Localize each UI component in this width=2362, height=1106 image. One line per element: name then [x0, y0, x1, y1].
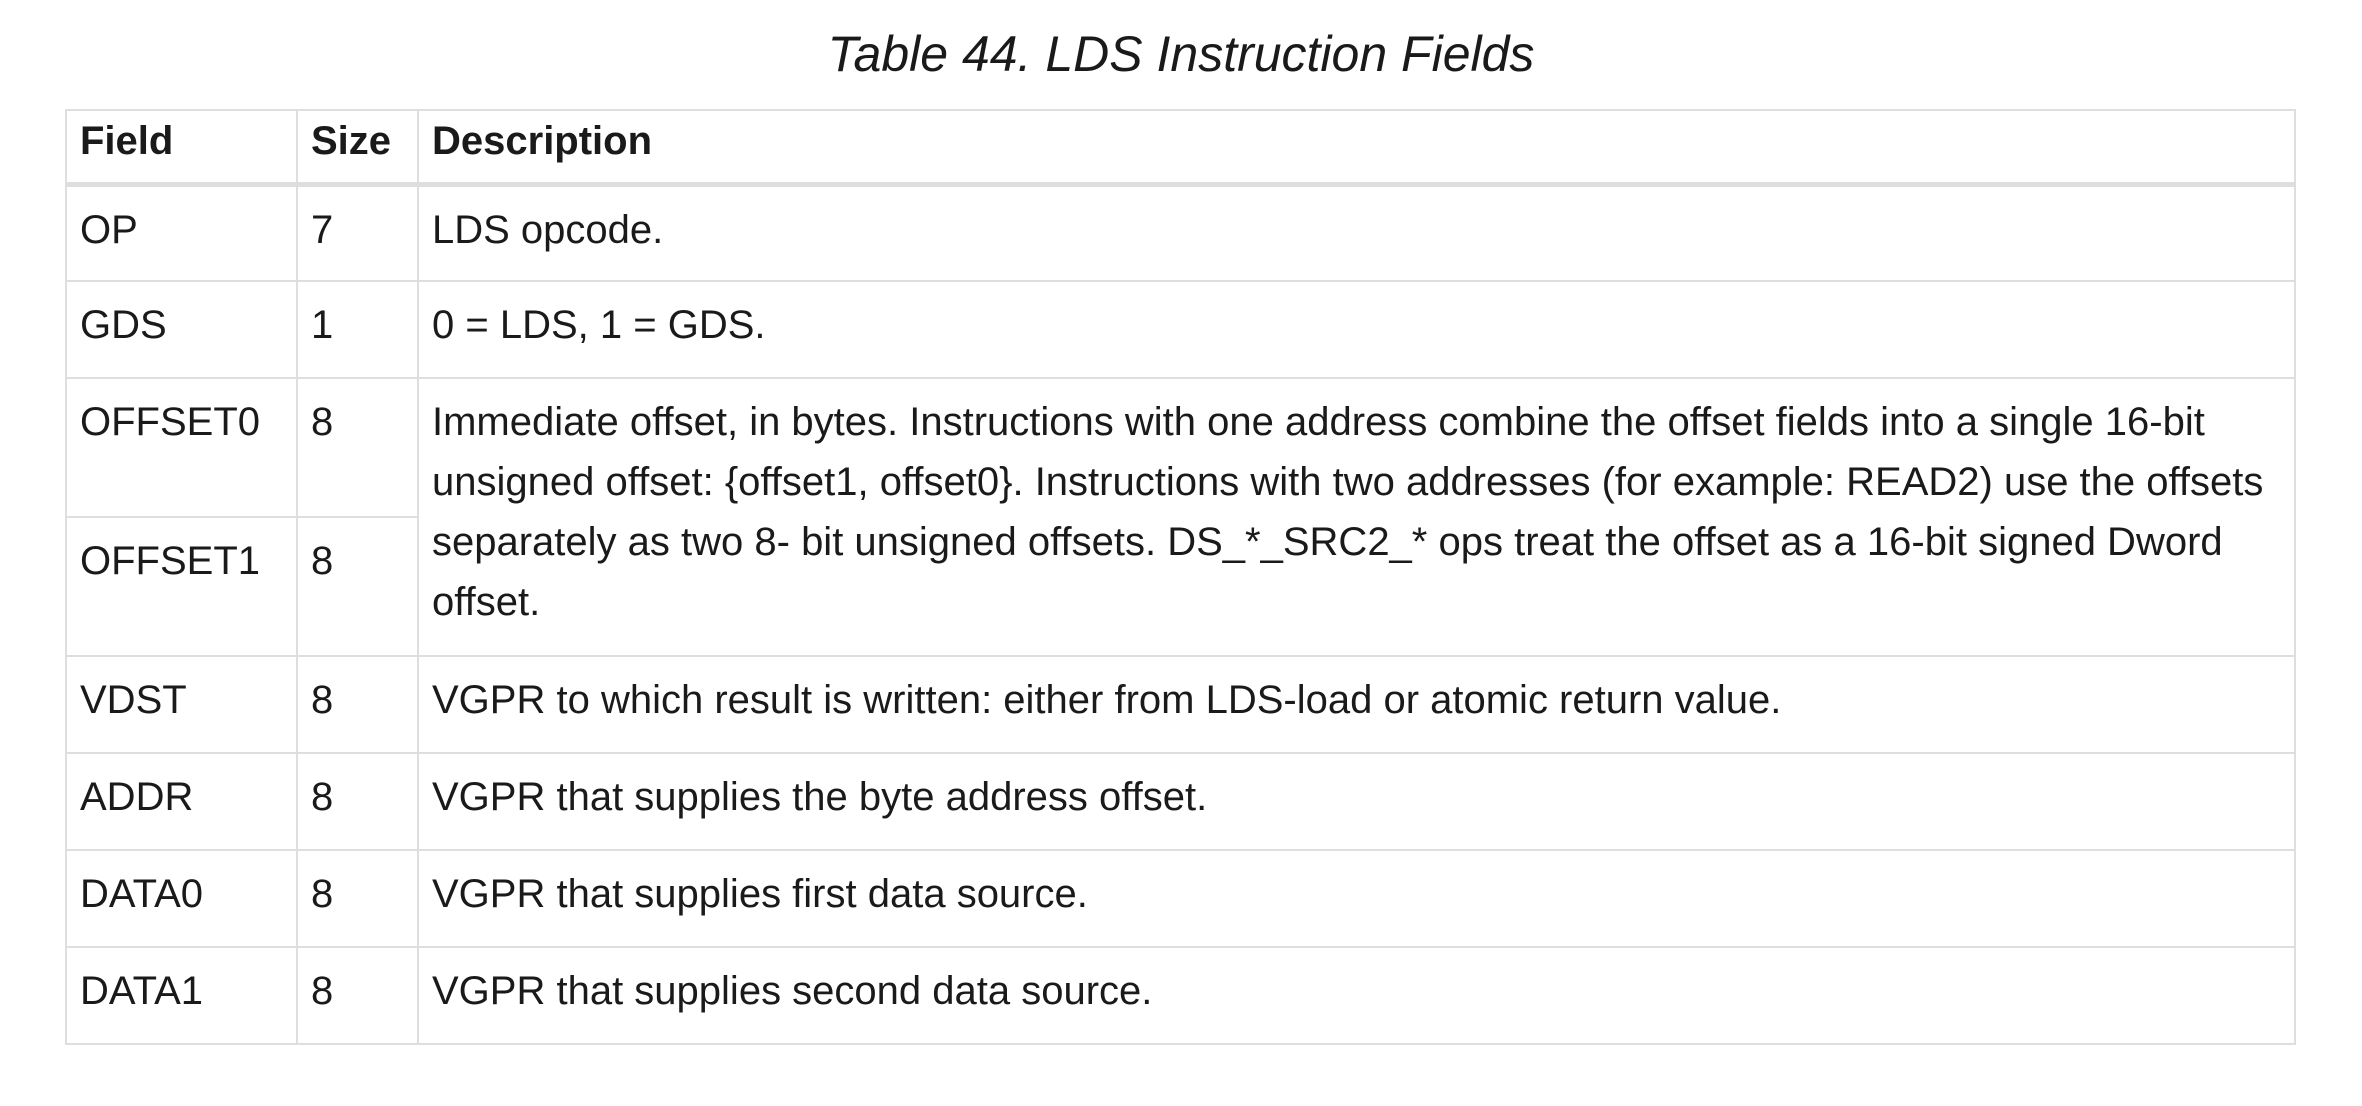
size-cell: 7 [297, 184, 418, 281]
lds-instruction-fields-table [65, 109, 2296, 1045]
field-cell: OFFSET0 [66, 378, 297, 517]
header-size: Size [297, 110, 418, 184]
table-row [66, 947, 2295, 1044]
field-cell: OP [66, 184, 297, 281]
field-cell: DATA1 [66, 947, 297, 1044]
description-cell: VGPR to which result is written: either from LDS-load or atomic return value. [418, 656, 2295, 753]
field-cell: GDS [66, 281, 297, 378]
table-caption: Table 44. LDS Instruction Fields [827, 26, 1535, 82]
size-cell: 8 [297, 850, 418, 947]
size-cell: 8 [297, 753, 418, 850]
field-cell: VDST [66, 656, 297, 753]
table-row [66, 656, 2295, 753]
description-cell: 0 = LDS, 1 = GDS. [418, 281, 2295, 378]
description-cell-merged: Immediate offset, in bytes. Instructions with one address combine the offset fields into a single 16-bit unsigned offset: {offset1, offset0}. Instructions with two addresses (for example: READ2) use the offsets separately as two 8- bit unsigned offsets. DS_*_SRC2_* ops treat the offset as a 16-bit signed Dword offset. [418, 378, 2295, 656]
table-row [66, 184, 2295, 281]
description-cell: VGPR that supplies the byte address offset. [418, 753, 2295, 850]
table-row [66, 850, 2295, 947]
description-cell: VGPR that supplies second data source. [418, 947, 2295, 1044]
size-cell: 8 [297, 517, 418, 656]
table-header [66, 110, 2295, 184]
header-description: Description [418, 110, 2295, 184]
size-cell: 8 [297, 656, 418, 753]
table-row [66, 753, 2295, 850]
description-cell: LDS opcode. [418, 184, 2295, 281]
field-cell: DATA0 [66, 850, 297, 947]
header-row [66, 110, 2295, 184]
table-row [66, 281, 2295, 378]
table-body [66, 184, 2295, 1044]
description-cell: VGPR that supplies first data source. [418, 850, 2295, 947]
size-cell: 8 [297, 947, 418, 1044]
header-field: Field [66, 110, 297, 184]
field-cell: OFFSET1 [66, 517, 297, 656]
table-row [66, 378, 2295, 517]
size-cell: 1 [297, 281, 418, 378]
field-cell: ADDR [66, 753, 297, 850]
size-cell: 8 [297, 378, 418, 517]
